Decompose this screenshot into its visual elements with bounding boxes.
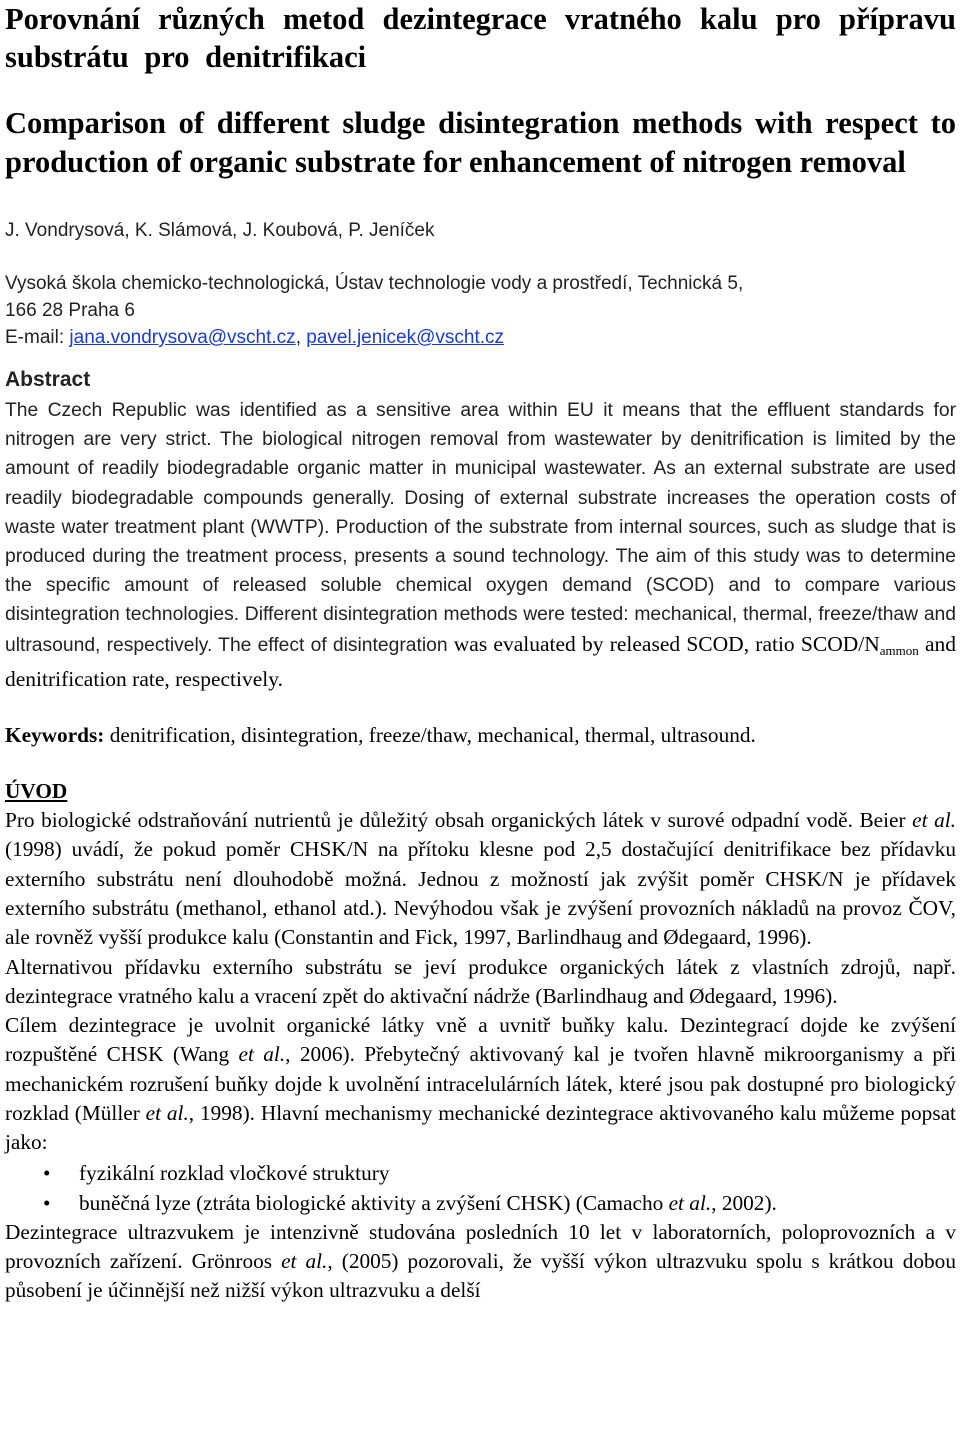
abstract-end-part-1: was evaluated by released SCOD, ratio SCOD/N (453, 631, 880, 656)
affiliation (5, 270, 956, 324)
affiliation-line-2: 166 28 Praha 6 (5, 300, 135, 321)
email-link-vondrysova[interactable]: jana.vondrysova@vscht.cz (69, 327, 296, 348)
list-item-text: fyzikální rozklad vločkové struktury (79, 1160, 390, 1185)
bullet-icon: • (43, 1160, 51, 1185)
abstract-end-part-2: and denitrification rate, respectively. (5, 631, 957, 691)
citation-et-al: et al. (281, 1248, 328, 1273)
citation-et-al: et al. (238, 1042, 286, 1067)
title-english: Comparison of different sludge disintegration methods with respect to production of organic substrate for enhancement of nitrogen removal (5, 106, 956, 179)
list-item-text-b: , 2002). (711, 1190, 777, 1215)
email-label: E-mail: (5, 327, 70, 348)
citation-et-al: et al. (912, 808, 957, 833)
ammon-subscript: ammon (879, 642, 919, 658)
keywords (5, 721, 956, 750)
title-czech: Porovnání různých metod dezintegrace vratného kalu pro přípravu substrátu pro denitrifikaci (5, 2, 956, 74)
paragraph-1-text-b: (1998) uvádí, že pokud poměr CHSK/N na přítoku klesne pod 2,5 dostačující denitrifikace bez přídavku externího substrátu není dlouhodobě možná. Jednou z možností jak zvýšit poměr CHSK/N je přídavek externího substrátu (methanol, ethanol atd.). Nevýhodou však je zvýšení provozních nákladů na provoz ČOV, ale rovněž vyšší produkce kalu (Constantin and Fick, 1997, Barlindhaug and Ødegaard, 1996). (5, 837, 956, 950)
list-item (5, 1158, 956, 1188)
paragraph-2: Alternativou přídavku externího substrátu se jeví produkce organických látek z vlastních zdrojů, např. dezintegrace vratného kalu a vracení zpět do aktivační nádrže (Barlindhaug and Ødegaard, 1996). (5, 954, 956, 1008)
paragraph-3-text-c: , 1998). Hlavní mechanismy mechanické dezintegrace aktivovaného kalu můžeme popsat jako: (5, 1101, 956, 1155)
paragraph-4 (5, 1218, 956, 1306)
authors: J. Vondrysová, K. Slámová, J. Koubová, P. Jeníček (5, 220, 435, 241)
keywords-list: denitrification, disintegration, freeze/thaw, mechanical, thermal, ultrasound. (104, 723, 756, 748)
paragraph-4-text-a: Dezintegrace ultrazvukem je intenzivně studována posledních 10 let v laboratorních, poloprovozních a v provozních zařízení. Grönroos (5, 1219, 956, 1273)
keywords-label: Keywords: (5, 723, 105, 748)
paragraph-3-text-a: Cílem dezintegrace je uvolnit organické látky vně a uvnitř buňky kalu. Dezintegrací dojde ke zvýšení rozpuštěné CHSK (Wang (5, 1013, 956, 1067)
paragraph-3 (5, 1011, 956, 1157)
bullet-list (5, 1158, 956, 1218)
abstract-heading: Abstract (5, 368, 91, 391)
list-item (5, 1188, 956, 1218)
abstract-text (5, 396, 956, 695)
paragraph-4-text-b: , (2005) pozorovali, že vyšší výkon ultrazvuku spolu s krátkou dobou působení je účinnější než nižší výkon ultrazvuku a delší (5, 1248, 956, 1303)
list-item-text-a: buněčná lyze (ztráta biologické aktivity a zvýšení CHSK) (Camacho (79, 1190, 669, 1215)
citation-et-al: et al. (145, 1101, 189, 1125)
citation-et-al: et al. (668, 1190, 712, 1215)
email-separator: , (295, 327, 307, 348)
paragraph-1-text-a: Pro biologické odstraňování nutrientů je důležitý obsah organických látek v surové odpadní vodě. Beier (5, 808, 913, 833)
section-heading-uvod: ÚVOD (5, 779, 68, 804)
bullet-icon: • (43, 1190, 51, 1215)
abstract-body: The Czech Republic was identified as a sensitive area within EU it means that the effluent standards for nitrogen are very strict. The biological nitrogen removal from wastewater by denitrification is limited by the amount of readily biodegradable organic matter in municipal wastewater. As an external substrate are used readily biodegradable compounds generally. Dosing of external substrate increases the operation costs of waste water treatment plant (WWTP). Production of the substrate from internal sources, such as sludge that is produced during the treatment process, presents a sound technology. The aim of this study was to determine the specific amount of released soluble chemical oxygen demand (SCOD) and to compare various disintegration technologies. Different disintegration methods were tested: mechanical, thermal, freeze/thaw and ultrasound, respectively. The effect of disintegration (5, 400, 956, 656)
paragraph-3-text-b: , 2006). Přebytečný aktivovaný kal je tvořen hlavně mikroorganismy a při mechanickém rozrušení buňky dojde k uvolnění intracelulárních látek, které jsou pak dostupné pro biologický rozklad (Müller (5, 1042, 956, 1125)
email-line (5, 324, 956, 351)
paragraph-1 (5, 806, 956, 952)
affiliation-line-1: Vysoká škola chemicko-technologická, Ústav technologie vody a prostředí, Technická 5, (5, 273, 744, 294)
email-link-jenicek[interactable]: pavel.jenicek@vscht.cz (306, 327, 505, 348)
